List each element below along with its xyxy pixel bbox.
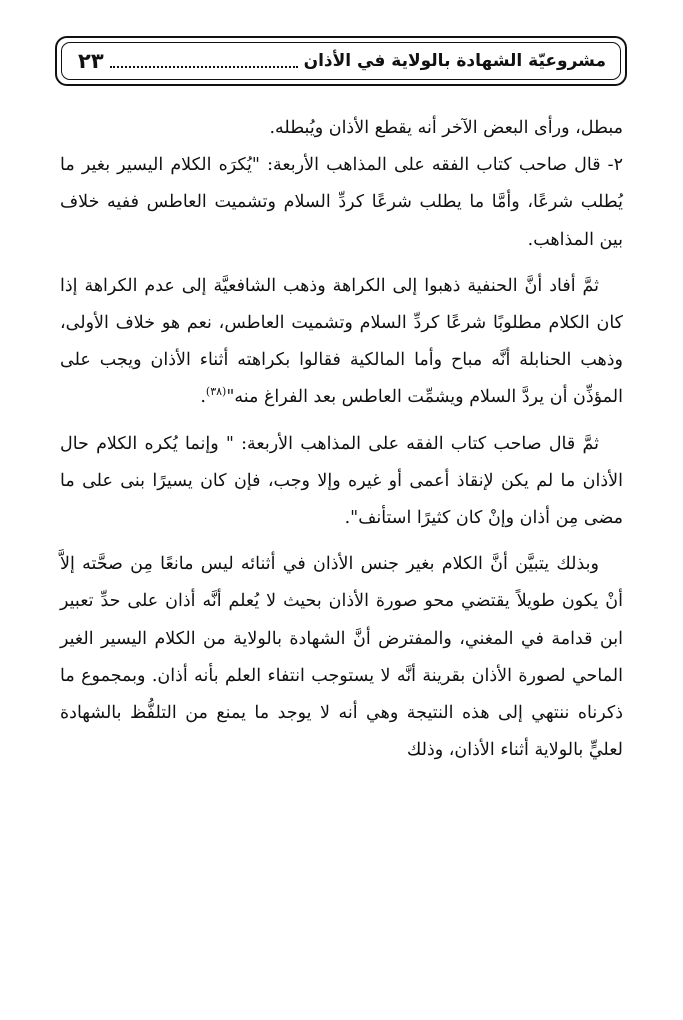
leader-dots [110,66,298,68]
paragraph-text: ثمَّ أفاد أنَّ الحنفية ذهبوا إلى الكراهة وذهب الشافعيَّة إلى عدم الكراهة إذا كان الكلام مطلوبًا شرعًا كردِّ السلام وتشميت العاطس، نعم هو خلاف الأولى، وذهب الحنابلة أنَّه مباح وأما المالكية فقالوا بكراهته أثناء الأذان ويجب على المؤذِّن أن يردَّ السلام ويشمِّت العاطس بعد الفراغ منه" [60,275,623,408]
paragraph-text: وبذلك يتبيَّن أنَّ الكلام بغير جنس الأذان في أثنائه ليس مانعًا مِن صحَّته إلاَّ أنْ يكون طويلاً يقتضي محو صورة الأذان بحيث لا يُعلم أنَّه أذان على حدِّ تعبير ابن قدامة في المغني، والمفترض أنَّ الشهادة بالولاية من الكلام اليسير الغير الماحي لصورة الأذان بقرينة أنَّه لا يستوجب انتفاء العلم بأنه أذان. وبمجموع ما ذكرناه ننتهي إلى هذه النتيجة وهي أنه لا يوجد ما يمنع من التلفُّظ بالشهادة لعليٍّ بالولاية أثناء الأذان، وذلك [60,554,623,761]
paragraph-text: ثمَّ قال صاحب كتاب الفقه على المذاهب الأربعة: " وإنما يُكره الكلام حال الأذان ما لم يكن لإنقاذ أعمى أو غيره وإلا وجب، فإن كان يسيرًا بنى على ما مضى مِن أذان وإنْ كان كثيرًا استأنف". [60,433,623,529]
paragraph [60,268,623,417]
paragraph-text: مبطل، ورأى البعض الآخر أنه يقطع الأذان ويُبطله. [269,118,623,138]
paragraph-item-2 [60,147,623,259]
body-text [60,110,623,769]
running-header-inner-frame [61,42,621,80]
running-header-title: مشروعيّة الشهادة بالولاية في الأذان [303,51,606,71]
footnote-marker: (٣٨) [205,385,227,399]
running-header [55,36,627,86]
paragraph-tail: . [200,387,206,408]
paragraph [60,546,623,769]
page-number: ٢٣ [78,49,104,73]
paragraph [60,426,623,538]
paragraph-text: ٢- قال صاحب كتاب الفقه على المذاهب الأربعة: "يُكرَه الكلام اليسير بغير ما يُطلب شرعًا، وأمَّا ما يطلب شرعًا كردِّ السلام وتشميت العاطس ففيه خلاف بين المذاهب. [60,155,623,250]
paragraph-continuation [60,110,623,147]
